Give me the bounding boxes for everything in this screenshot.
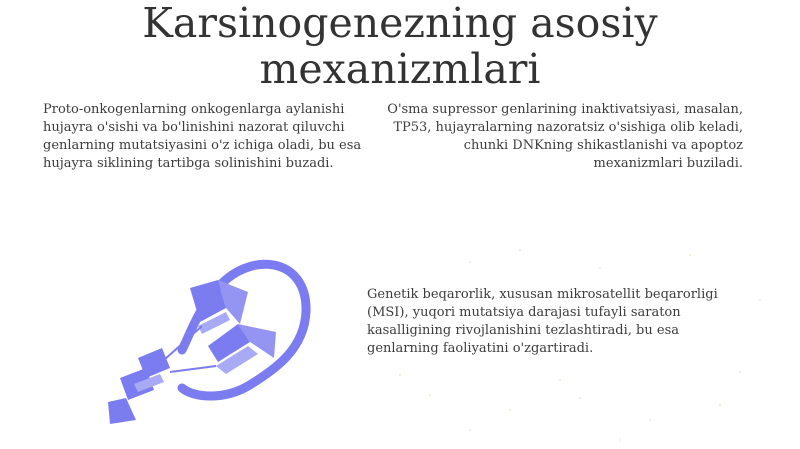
text-block-tumor-suppressors: O'sma supressor genlarining inaktivatsiyasi, masalan, TP53, hujayralarning nazoratsiz o'sishiga olib keladi, chunki DNKning shikastlanishi va apoptoz mexanizmlari buziladi.	[387, 102, 743, 171]
text-block-genetic-instability: Genetik beqarorlik, xususan mikrosatellit beqarorligi (MSI), yuqori mutatsiya darajasi tufayli saraton kasalligining rivojlanishini tezlashtiradi, bu esa genlarning faoliyatini o'zgartiradi.	[367, 287, 718, 356]
lightbulb-book-icon	[98, 250, 313, 426]
text-block-proto-oncogenes: Proto-onkogenlarning onkogenlarga aylanishi hujayra o'sishi va bo'linishini nazorat qiluvchi genlarning mutatsiyasini o'z ichiga oladi, bu esa hujayra siklining tartibga solinishini buzadi.	[43, 102, 362, 171]
slide-title: Karsinogenezning asosiy mexanizmlari	[142, 0, 658, 93]
